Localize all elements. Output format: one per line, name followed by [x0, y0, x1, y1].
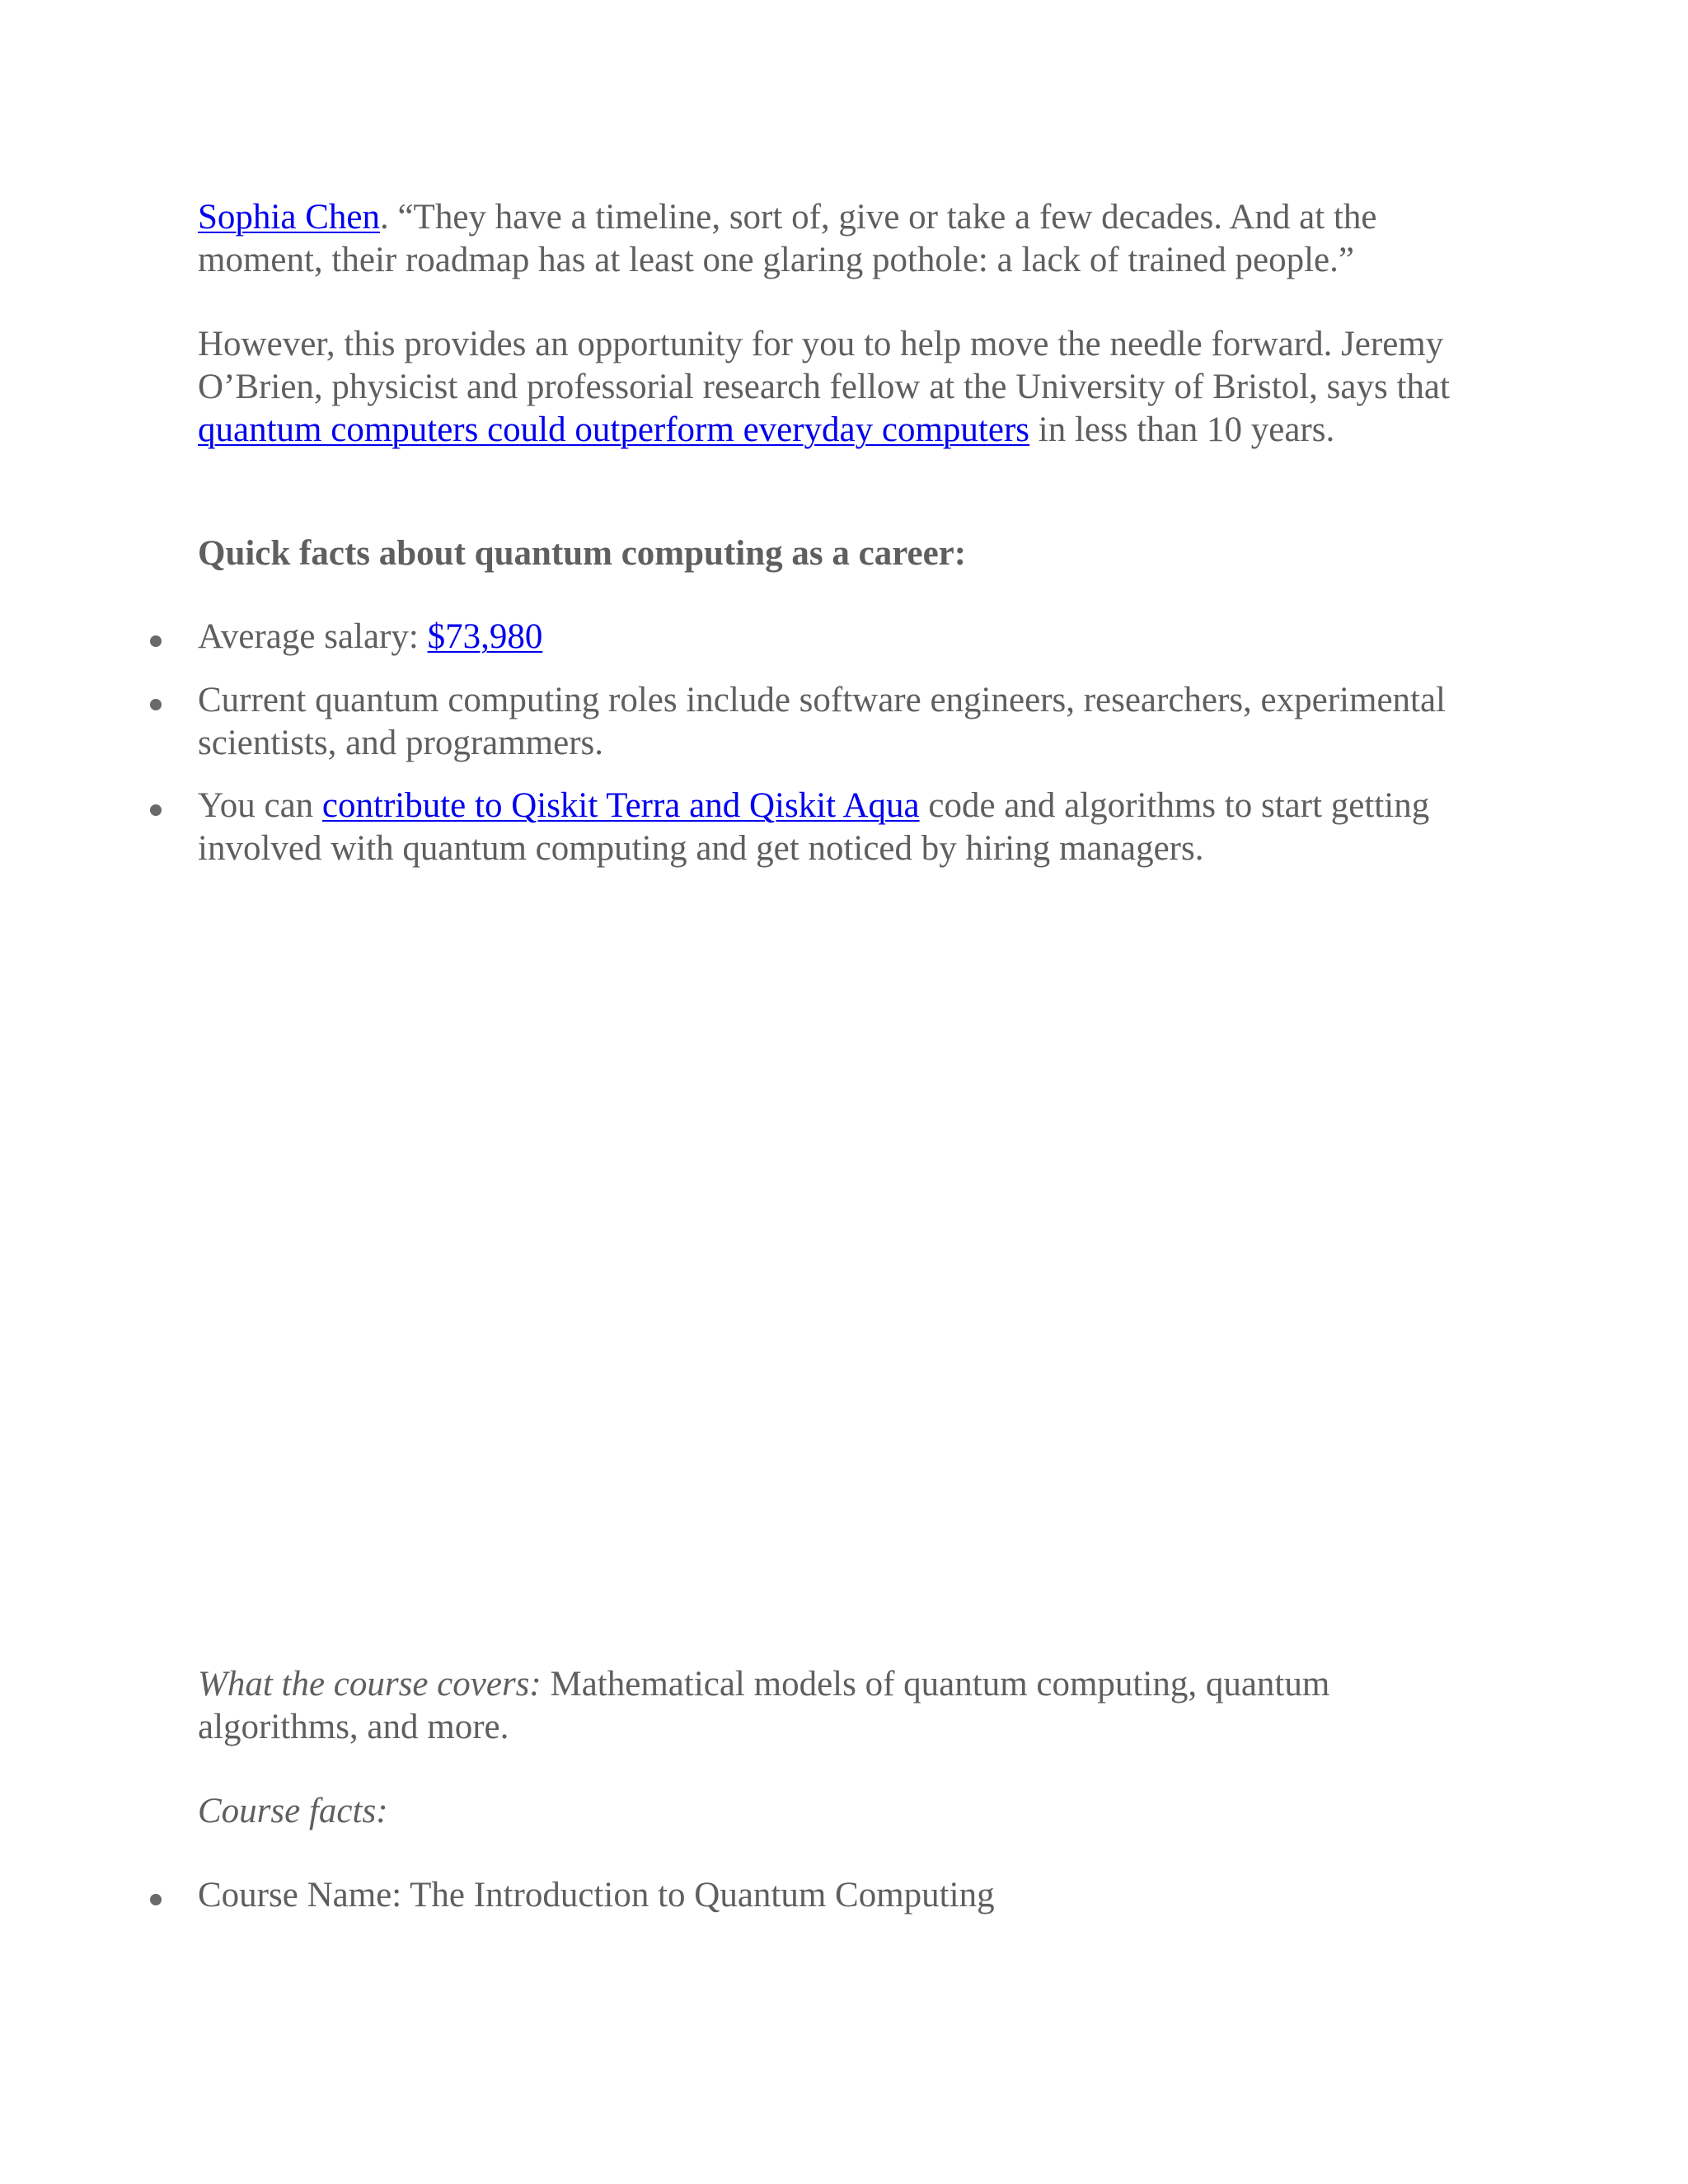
list-item-course-name: Course Name: The Introduction to Quantum Computing [198, 1876, 995, 1915]
quick-facts-heading: Quick facts about quantum computing as a career: [198, 534, 967, 573]
list-item-text: You can [198, 786, 322, 825]
link-contribute-qiskit[interactable]: contribute to Qiskit Terra and Qiskit Aqua [321, 786, 920, 825]
paragraph-text: However, this provides an opportunity for you to help move the needle forward. Jeremy O’Brien, physicist and professorial research fellow at the University of Bristol, says that [198, 325, 1450, 406]
paragraph-jeremy-obrien [198, 323, 1484, 452]
course-facts-label: Course facts: [198, 1792, 388, 1830]
link-sophia-chen[interactable]: Sophia Chen [198, 198, 380, 237]
bullet-icon [150, 699, 162, 710]
list-item-text: Average salary: [198, 617, 428, 656]
course-covers-paragraph [198, 1663, 1484, 1749]
link-average-salary[interactable]: $73,980 [427, 617, 543, 656]
course-covers-text: Mathematical models of quantum computing, quantum algorithms, and more. [198, 1665, 1330, 1746]
course-covers-label: What the course covers: [198, 1665, 542, 1704]
list-item-roles [198, 679, 1484, 765]
bullet-icon [150, 635, 162, 647]
bullet-icon [150, 804, 162, 816]
list-item-average-salary [198, 616, 1484, 658]
paragraph-text: . “They have a timeline, sort of, give or take a few decades. And at the moment, their roadmap has at least one glaring pothole: a lack of trained people.” [198, 198, 1377, 279]
link-quantum-outperform[interactable]: quantum computers could outperform everyday computers [198, 410, 1030, 449]
bullet-icon [150, 1894, 162, 1905]
list-item-text: Current quantum computing roles include software engineers, researchers, experimental scientists, and programmers. [198, 681, 1447, 762]
paragraph-sophia-chen [198, 196, 1484, 282]
list-item-contribute [198, 785, 1484, 870]
list-item-text: code and algorithms to start getting involved with quantum computing and get noticed by hiring managers. [198, 786, 1430, 868]
paragraph-text: in less than 10 years. [1029, 410, 1335, 449]
